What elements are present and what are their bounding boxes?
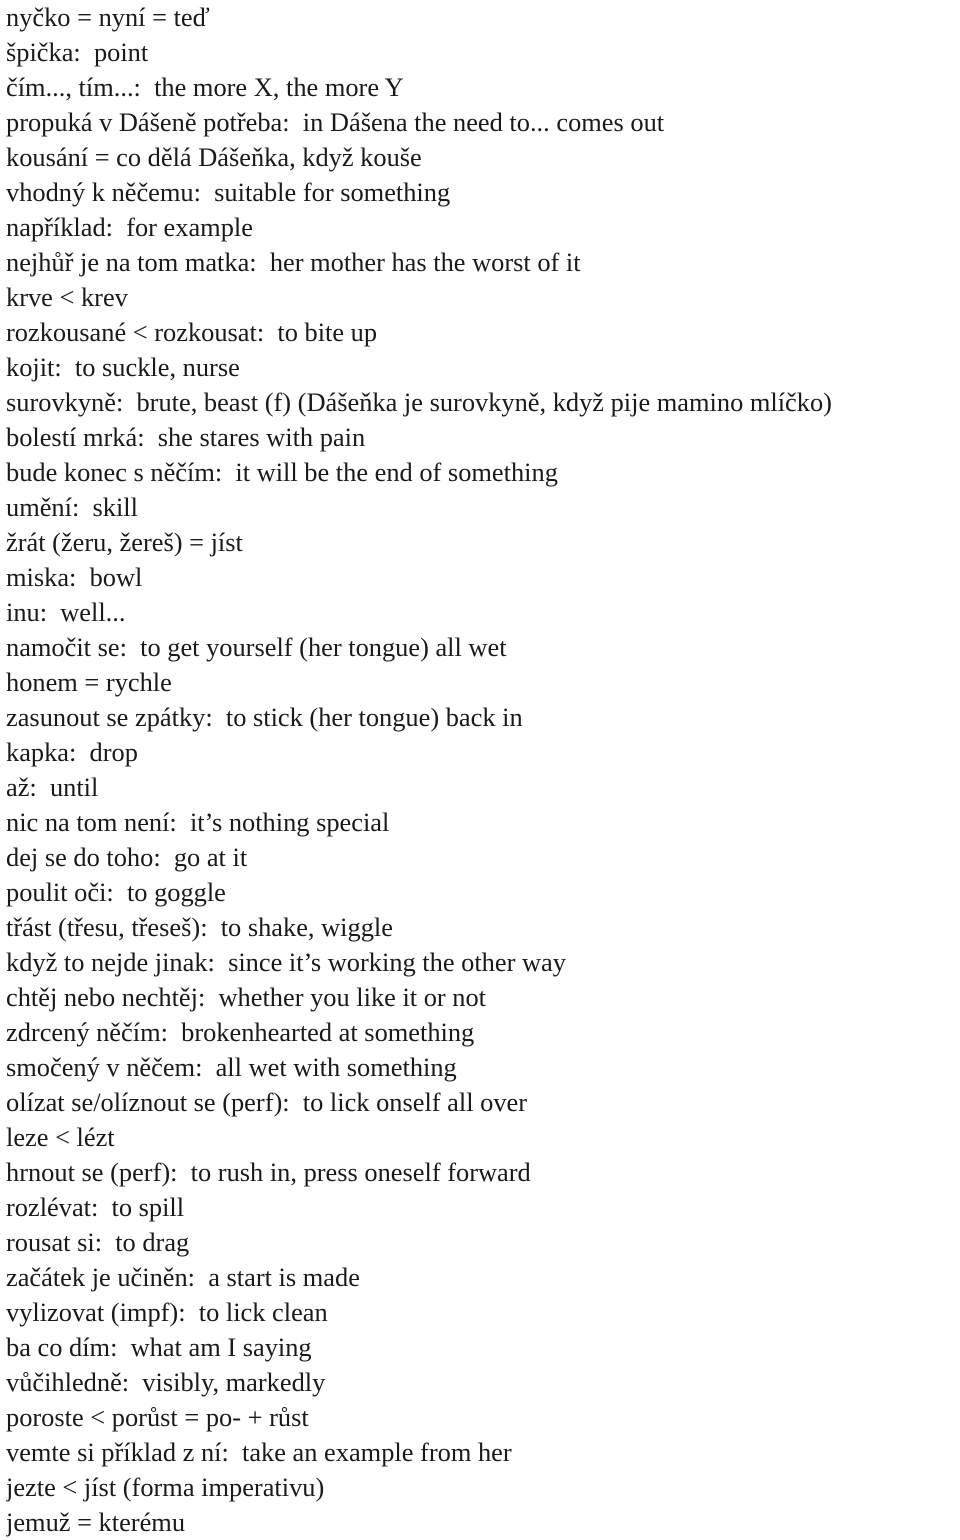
vocab-line: až: until — [6, 772, 99, 802]
vocab-line: zasunout se zpátky: to stick (her tongue) back in — [6, 702, 523, 732]
vocab-line: čím..., tím...: the more X, the more Y — [6, 72, 404, 102]
vocab-line: bolestí mrká: she stares with pain — [6, 422, 366, 452]
vocab-line: miska: bowl — [6, 562, 143, 592]
vocab-line: vylizovat (impf): to lick clean — [6, 1297, 328, 1327]
vocab-line: hrnout se (perf): to rush in, press oneself forward — [6, 1157, 531, 1187]
vocab-line: kojit: to suckle, nurse — [6, 352, 240, 382]
vocab-line: namočit se: to get yourself (her tongue) all wet — [6, 632, 507, 662]
vocab-line: třást (třesu, třeseš): to shake, wiggle — [6, 912, 393, 942]
vocab-line: žrát (žeru, žereš) = jíst — [6, 527, 243, 557]
vocab-line: začátek je učiněn: a start is made — [6, 1262, 360, 1292]
vocab-line: špička: point — [6, 37, 149, 67]
vocab-line: surovkyně: brute, beast (f) (Dášeňka je surovkyně, když pije mamino mlíčko) — [6, 387, 832, 417]
vocab-line: zdrcený něčím: brokenhearted at something — [6, 1017, 475, 1047]
vocab-line: vůčihledně: visibly, markedly — [6, 1367, 326, 1397]
vocab-line: leze < lézt — [6, 1122, 115, 1152]
vocab-line: jezte < jíst (forma imperativu) — [6, 1472, 325, 1502]
vocab-line: kousání = co dělá Dášeňka, když kouše — [6, 142, 422, 172]
vocabulary-list — [6, 0, 958, 1540]
vocab-line: rousat si: to drag — [6, 1227, 190, 1257]
vocab-line: jemuž = kterému — [6, 1507, 186, 1537]
vocab-line: nic na tom není: it’s nothing special — [6, 807, 390, 837]
vocab-line: poulit oči: to goggle — [6, 877, 226, 907]
vocab-line: vhodný k něčemu: suitable for something — [6, 177, 451, 207]
vocab-line: nyčko = nyní = teď — [6, 2, 210, 32]
vocab-line: ba co dím: what am I saying — [6, 1332, 312, 1362]
vocab-line: smočený v něčem: all wet with something — [6, 1052, 457, 1082]
vocab-line: chtěj nebo nechtěj: whether you like it or not — [6, 982, 487, 1012]
vocab-line: dej se do toho: go at it — [6, 842, 248, 872]
vocab-line: bude konec s něčím: it will be the end of something — [6, 457, 558, 487]
vocab-line: olízat se/olíznout se (perf): to lick onself all over — [6, 1087, 528, 1117]
vocab-line: když to nejde jinak: since it’s working the other way — [6, 947, 566, 977]
vocab-line: vemte si příklad z ní: take an example from her — [6, 1437, 512, 1467]
vocab-line: honem = rychle — [6, 667, 172, 697]
vocab-line: krve < krev — [6, 282, 128, 312]
vocab-line: nejhůř je na tom matka: her mother has the worst of it — [6, 247, 581, 277]
vocab-line: rozlévat: to spill — [6, 1192, 185, 1222]
vocab-line: kapka: drop — [6, 737, 138, 767]
vocab-line: umění: skill — [6, 492, 138, 522]
vocab-line: propuká v Dášeně potřeba: in Dášena the need to... comes out — [6, 107, 665, 137]
vocab-line: inu: well... — [6, 597, 126, 627]
vocab-line: například: for example — [6, 212, 253, 242]
vocab-line: rozkousané < rozkousat: to bite up — [6, 317, 378, 347]
vocab-line: poroste < porůst = po- + růst — [6, 1402, 309, 1432]
